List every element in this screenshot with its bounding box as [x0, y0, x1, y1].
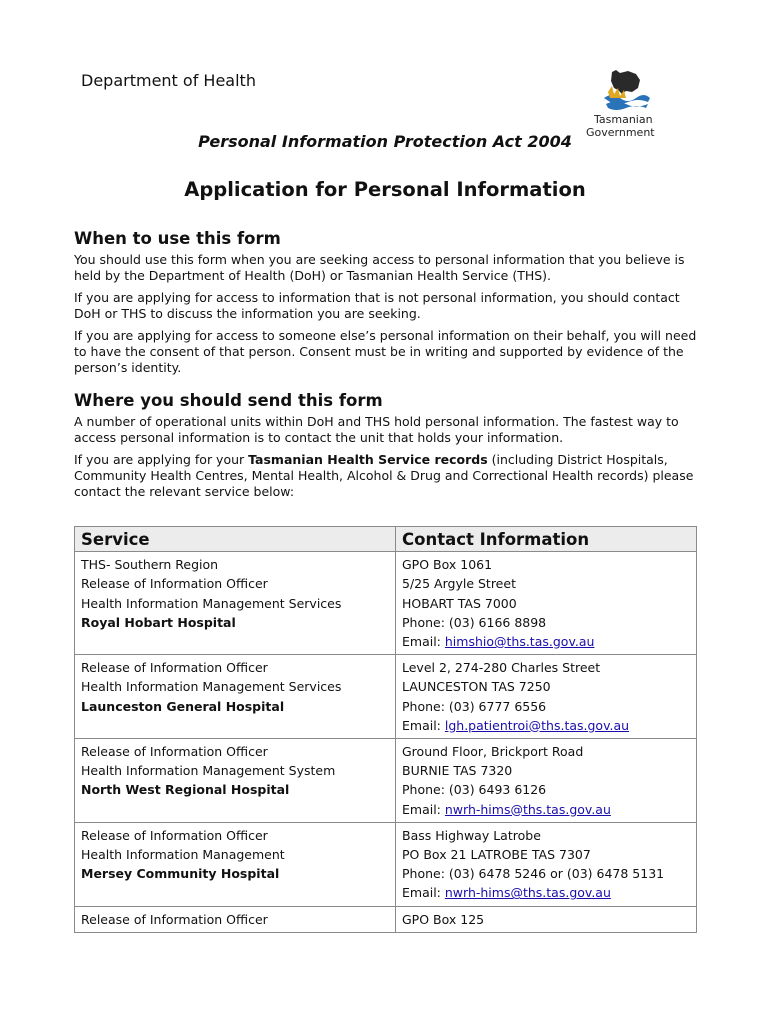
paragraph: If you are applying for access to information that is not personal information, you should contact DoH or THS to discuss the information you are seeking.: [74, 290, 680, 321]
email-link[interactable]: lgh.patientroi@ths.tas.gov.au: [444, 717, 630, 733]
paragraph: [74, 452, 699, 499]
contact-cell: [396, 552, 697, 655]
hospital-name: Royal Hobart Hospital: [81, 614, 236, 630]
form-title: Application for Personal Information: [184, 178, 586, 201]
service-cell: [75, 552, 396, 655]
document-body: [74, 228, 699, 933]
email-line: [402, 800, 690, 819]
contact-line: Bass Highway Latrobe: [402, 827, 541, 843]
email-link[interactable]: nwrh-hims@ths.tas.gov.au: [444, 801, 611, 817]
department-name: Department of Health: [81, 71, 256, 90]
contact-line: GPO Box 125: [402, 911, 485, 927]
contact-cell: [396, 655, 697, 739]
email-line: [402, 632, 690, 651]
contact-line: LAUNCESTON TAS 7250: [402, 679, 551, 695]
service-line: Health Information Management: [81, 846, 285, 862]
service-line: Health Information Management System: [81, 763, 336, 779]
email-line: [402, 883, 690, 902]
column-header-contact: Contact Information: [396, 527, 697, 552]
table-row: [75, 906, 697, 932]
email-label: Email:: [402, 633, 445, 649]
service-line: Release of Information Officer: [81, 576, 268, 592]
service-cell: [75, 738, 396, 822]
service-cell: [75, 822, 396, 906]
paragraph-text: If you are applying for your: [74, 452, 249, 468]
service-cell: [75, 655, 396, 739]
hospital-name: Mersey Community Hospital: [81, 866, 280, 882]
service-line: Release of Information Officer: [81, 827, 268, 843]
email-line: [402, 716, 690, 735]
paragraph-text: (including District Hospitals, Community Health Centres, Mental Health, Alcohol & Drug and Correctional Health records) please contact the relevant service below:: [74, 452, 694, 499]
service-line: Release of Information Officer: [81, 743, 268, 759]
section-heading-when: When to use this form: [74, 229, 281, 248]
paragraph: A number of operational units within DoH and THS hold personal information. The fastest way to access personal information is to contact the unit that holds your information.: [74, 414, 679, 445]
email-label: Email:: [402, 801, 445, 817]
table-row: [75, 655, 697, 739]
logo-line: Tasmanian: [594, 113, 653, 126]
service-line: Health Information Management Services: [81, 595, 342, 611]
email-label: Email:: [402, 885, 445, 901]
service-line: Release of Information Officer: [81, 660, 268, 676]
column-header-service: Service: [75, 527, 396, 552]
contact-line: Phone: (03) 6478 5246 or (03) 6478 5131: [402, 866, 665, 882]
contact-cell: [396, 738, 697, 822]
service-cell: [75, 906, 396, 932]
table-row: [75, 822, 697, 906]
logo-line: Government: [586, 126, 655, 139]
email-link[interactable]: himshio@ths.tas.gov.au: [444, 633, 595, 649]
contact-line: GPO Box 1061: [402, 557, 493, 573]
contact-line: 5/25 Argyle Street: [402, 576, 516, 592]
paragraph: You should use this form when you are seeking access to personal information that you believe is held by the Department of Health (DoH) or Tasmanian Health Service (THS).: [74, 252, 685, 283]
email-link[interactable]: nwrh-hims@ths.tas.gov.au: [444, 885, 611, 901]
service-line: Release of Information Officer: [81, 911, 268, 927]
contact-line: Phone: (03) 6493 6126: [402, 782, 547, 798]
email-label: Email:: [402, 717, 445, 733]
service-line: THS- Southern Region: [81, 557, 219, 573]
contact-table: [74, 526, 697, 933]
hospital-name: Launceston General Hospital: [81, 698, 285, 714]
emphasis-text: Tasmanian Health Service records: [248, 452, 488, 468]
act-title: Personal Information Protection Act 2004: [198, 132, 572, 151]
tasmanian-devil-logo-icon: [598, 68, 654, 112]
table-row: [75, 552, 697, 655]
contact-line: Phone: (03) 6166 8898: [402, 614, 547, 630]
service-line: Health Information Management Services: [81, 679, 342, 695]
contact-line: Level 2, 274-280 Charles Street: [402, 660, 601, 676]
table-row: [75, 738, 697, 822]
contact-line: PO Box 21 LATROBE TAS 7307: [402, 846, 591, 862]
contact-cell: [396, 822, 697, 906]
contact-line: Ground Floor, Brickport Road: [402, 743, 584, 759]
contact-table-body: [75, 552, 697, 933]
section-heading-where: Where you should send this form: [74, 391, 383, 411]
tasmanian-government-logo: [586, 68, 666, 140]
paragraph: If you are applying for access to someone else’s personal information on their behalf, you will need to have the consent of that person. Consent must be in writing and supported by evidence of the person’s identity.: [74, 328, 697, 375]
contact-line: BURNIE TAS 7320: [402, 763, 513, 779]
contact-line: HOBART TAS 7000: [402, 595, 517, 611]
hospital-name: North West Regional Hospital: [81, 782, 290, 798]
contact-cell: [396, 906, 697, 932]
contact-line: Phone: (03) 6777 6556: [402, 698, 547, 714]
